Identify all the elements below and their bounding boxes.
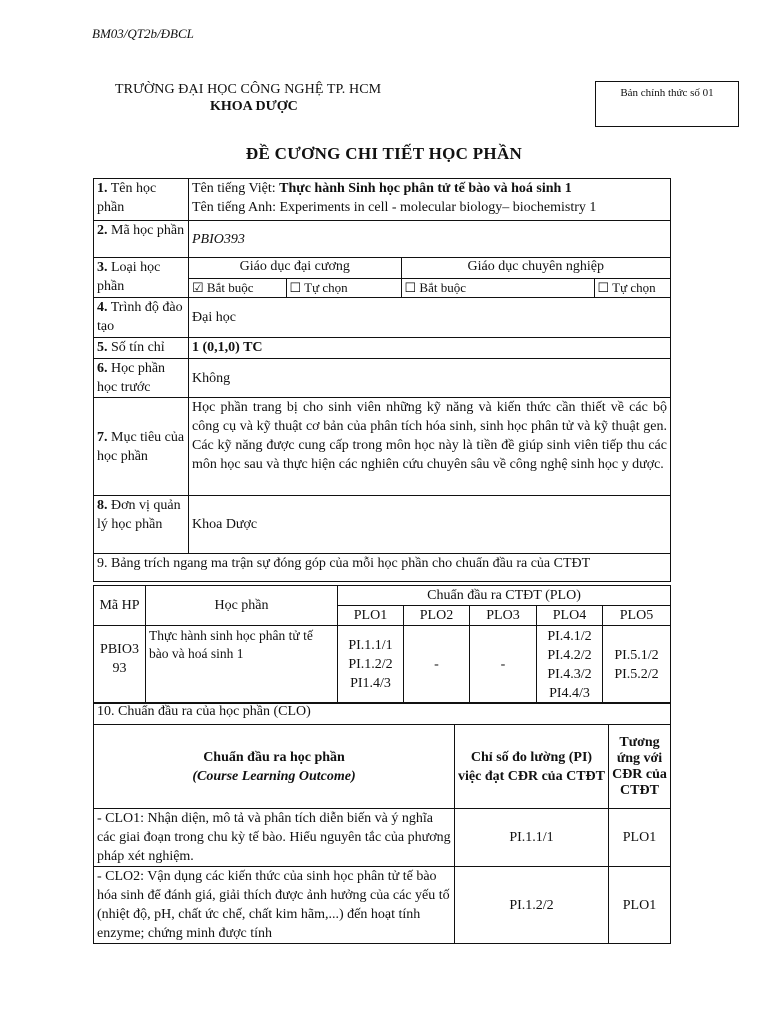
row-credits xyxy=(94,338,671,359)
course-name-value: Tên tiếng Việt: Thực hành Sinh học phân tử tế bào và hoá sinh 1 Tên tiếng Anh: Experiments in cell - molecular biology– biochemistry 1 xyxy=(189,179,671,221)
matrix-course-name: Thực hành sinh học phân tử tế bào và hoá sinh 1 xyxy=(146,626,338,704)
course-name-en: Experiments in cell - molecular biology– biochemistry 1 xyxy=(279,200,597,215)
course-info-table xyxy=(93,178,671,582)
objective-label: 7. Mục tiêu của học phần xyxy=(94,398,189,496)
clo-col-plo: Tương ứng với CĐR của CTĐT xyxy=(609,725,671,809)
clo-plo: PLO1 xyxy=(609,809,671,867)
matrix-plo1: PI.1.1/1 PI.1.2/2 PI1.4/3 xyxy=(338,626,404,704)
matrix-plo4: PI.4.1/2 PI.4.2/2 PI.4.3/2 PI4.4/3 xyxy=(537,626,603,704)
clo-row xyxy=(94,867,671,944)
page-title: ĐỀ CƯƠNG CHI TIẾT HỌC PHẦN xyxy=(245,144,523,163)
credits-value: 1 (0,1,0) TC xyxy=(189,338,671,359)
clo-plo: PLO1 xyxy=(609,867,671,944)
form-code: BM03/QT2b/ĐBCL xyxy=(92,26,194,41)
course-name-label: 1. Tên học phần xyxy=(94,179,189,221)
matrix-plo5: PI.5.1/2 PI.5.2/2 xyxy=(603,626,671,704)
specialized-elective-option: ☐ Tự chọn xyxy=(594,278,670,297)
general-elective-option: ☐ Tự chọn xyxy=(286,278,401,297)
matrix-plo2: - xyxy=(404,626,470,704)
prerequisite-value: Không xyxy=(189,359,671,398)
managing-unit-label: 8. Đơn vị quản lý học phần xyxy=(94,496,189,554)
specialized-education-header: Giáo dục chuyên nghiệp xyxy=(401,258,670,278)
training-level-value: Đại học xyxy=(189,298,671,338)
plo-header: PLO1 xyxy=(338,606,404,626)
course-code-label: 2. Mã học phần xyxy=(94,221,189,258)
specialized-required-option: ☐ Bắt buộc xyxy=(401,278,594,297)
faculty-name: KHOA DƯỢC xyxy=(210,99,298,114)
matrix-row xyxy=(94,626,671,704)
clo-text: - CLO1: Nhận diện, mô tả và phân tích diễn biến và ý nghĩa các giai đoạn trong chu kỳ tế bào. Hiểu nguyên tắc của phương pháp xét nghiệm. xyxy=(94,809,455,867)
managing-unit-value: Khoa Dược xyxy=(189,496,671,554)
official-copy-label: Bản chính thức số 01 xyxy=(620,87,714,99)
credits-label: 5. Số tín chỉ xyxy=(94,338,189,359)
clo-pi: PI.1.2/2 xyxy=(455,867,609,944)
row-managing-unit xyxy=(94,496,671,554)
course-type-grid xyxy=(189,258,670,297)
prerequisite-label: 6. Học phần học trước xyxy=(94,359,189,398)
training-level-label: 4. Trình độ đào tạo xyxy=(94,298,189,338)
objective-value: Học phần trang bị cho sinh viên những kỹ năng và kiến thức cần thiết về các bộ công cụ và kỹ thuật cơ bản của phân tích hóa sinh, sinh học phân tử và kỹ thuật gen. Các kỹ năng được cung cấp trong môn học này là tiền đề giúp sinh viên tiếp thu các môn học sau và thực hiện các nghiên cứu chuyên sâu về công nghệ sinh học y dược. xyxy=(189,398,671,496)
university-name: TRƯỜNG ĐẠI HỌC CÔNG NGHỆ TP. HCM xyxy=(115,82,382,97)
plo-header: PLO2 xyxy=(404,606,470,626)
row-prerequisite xyxy=(94,359,671,398)
matrix-col-course: Học phần xyxy=(146,586,338,626)
clo-row xyxy=(94,809,671,867)
matrix-heading: 9. Bảng trích ngang ma trận sự đóng góp của mỗi học phần cho chuẩn đầu ra của CTĐT xyxy=(94,554,671,582)
clo-col-outcome xyxy=(94,725,455,809)
row-objective xyxy=(94,398,671,496)
official-copy-box xyxy=(595,81,739,127)
clo-table xyxy=(93,724,671,944)
general-education-header: Giáo dục đại cương xyxy=(189,258,401,278)
course-type-label: 3. Loại học phần xyxy=(94,258,189,298)
clo-pi: PI.1.1/1 xyxy=(455,809,609,867)
clo-col-outcome-en: (Course Learning Outcome) xyxy=(192,768,356,784)
plo-header: PLO4 xyxy=(537,606,603,626)
plo-header: PLO3 xyxy=(470,606,537,626)
general-required-option: ☑ Bắt buộc xyxy=(189,278,286,297)
plo-matrix-table xyxy=(93,585,671,704)
course-name-vi: Thực hành Sinh học phân tử tế bào và hoá sinh 1 xyxy=(279,181,572,196)
course-code-value: PBIO393 xyxy=(189,221,671,258)
matrix-course-code: PBIO393 xyxy=(94,626,146,704)
row-matrix-heading xyxy=(94,554,671,582)
row-course-type xyxy=(94,258,671,298)
clo-col-pi: Chỉ số đo lường (PI) việc đạt CĐR của CTĐT xyxy=(455,725,609,809)
row-course-name xyxy=(94,179,671,221)
clo-heading: 10. Chuẩn đầu ra của học phần (CLO) xyxy=(93,702,671,724)
clo-text: - CLO2: Vận dụng các kiến thức của sinh học phân tử tế bào hóa sinh để đánh giá, giải thích được ảnh hưởng của các yếu tố (nhiệt độ, pH, chất ức chế, chất kim hãm,...) đến hoạt tính enzyme; chứng minh được tính xyxy=(94,867,455,944)
matrix-plo3: - xyxy=(470,626,537,704)
course-type-cell xyxy=(189,258,671,298)
matrix-col-plo-group: Chuẩn đầu ra CTĐT (PLO) xyxy=(338,586,671,606)
plo-header: PLO5 xyxy=(603,606,671,626)
matrix-col-code: Mã HP xyxy=(94,586,146,626)
row-course-code xyxy=(94,221,671,258)
row-training-level xyxy=(94,298,671,338)
clo-col-outcome-vi: Chuẩn đầu ra học phần xyxy=(203,749,345,765)
